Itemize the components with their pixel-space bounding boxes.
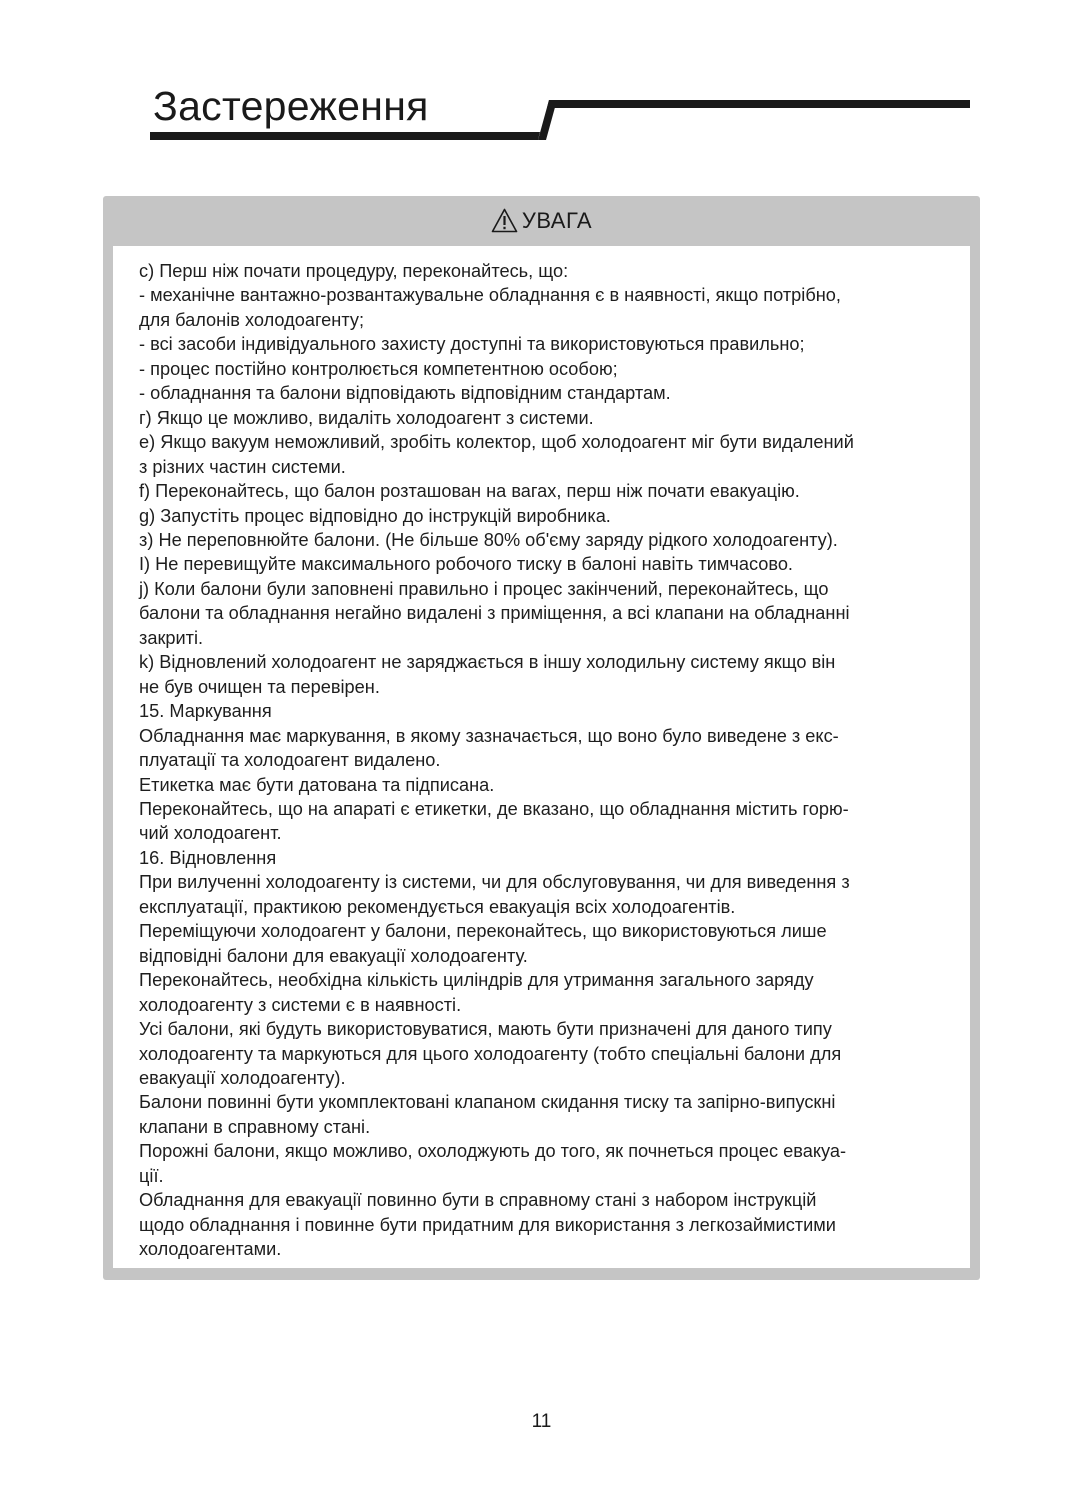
warning-text-line: з різних частин системи.	[139, 456, 346, 477]
warning-text-line: - всі засоби індивідуального захисту доступні та використовуються правильно;	[139, 334, 805, 355]
warning-text-line: - процес постійно контролюється компетентною особою;	[139, 358, 618, 379]
warning-text-line: f) Переконайтесь, що балон розташован на вагах, перш ніж почати евакуацію.	[139, 481, 800, 502]
warning-text-line: k) Відновлений холодоагент не заряджається в іншу холодильну систему якщо він	[139, 652, 836, 673]
warning-text-line: с) Перш ніж почати процедуру, переконайтесь, що:	[139, 261, 569, 281]
warning-text-line: - механічне вантажно-розвантажувальне обладнання є в наявності, якщо потрібно,	[139, 285, 841, 306]
warning-text-line: балони та обладнання негайно видалені з приміщення, а всі клапани на обладнанні	[139, 603, 850, 624]
warning-text-line: закриті.	[139, 627, 204, 648]
warning-text-line: Переконайтесь, що на апараті є етикетки, де вказано, що обладнання містить горю-	[139, 798, 849, 819]
header-rule-top	[547, 100, 970, 108]
warning-text-line: I) Не перевищуйте максимального робочого тиску в балоні навіть тимчасово.	[139, 554, 793, 575]
warning-text-line: j) Коли балони були заповнені правильно і процес закінчений, переконайтесь, що	[139, 578, 829, 599]
warning-text-line: g) Запустіть процес відповідно до інструкцій виробника.	[139, 505, 611, 526]
warning-text-line: При вилученні холодоагенту із системи, чи для обслуговування, чи для виведення з	[139, 872, 850, 893]
warning-label: УВАГА	[521, 208, 593, 233]
warning-header	[103, 196, 980, 246]
warning-text-line: клапани в справному стані.	[139, 1116, 371, 1137]
page-title: Застереження	[153, 83, 429, 129]
warning-text-line: - обладнання та балони відповідають відповідним стандартам.	[139, 383, 671, 404]
warning-text-line: Обладнання для евакуації повинно бути в справному стані з набором інструкцій	[139, 1190, 817, 1211]
warning-text-line: Переконайтесь, необхідна кількість циліндрів для утримання загального заряду	[139, 970, 814, 991]
warning-text-line: Балони повинні бути укомплектовані клапаном скидання тиску та запірно-випускні	[139, 1092, 836, 1113]
warning-text-line: холодоагенту та маркуються для цього холодоагенту (тобто спеціальні балони для	[139, 1043, 842, 1064]
warning-text-line: г) Якщо це можливо, видаліть холодоагент з системи.	[139, 407, 594, 428]
warning-text-line: Порожні балони, якщо можливо, охолоджують до того, як почнеться процес евакуа-	[139, 1141, 847, 1162]
warning-text-line: 16. Відновлення	[139, 847, 277, 868]
warning-text-line: холодоагентами.	[139, 1239, 282, 1260]
warning-triangle-icon	[491, 208, 518, 233]
warning-text-line: 15. Маркування	[139, 701, 272, 722]
warning-text-line: Усі балони, які будуть використовуватися, мають бути призначені для даного типу	[139, 1019, 832, 1040]
warning-text-line: відповідні балони для евакуації холодоагенту.	[139, 945, 528, 966]
warning-text-line: евакуації холодоагенту).	[139, 1067, 346, 1088]
warning-text-line: холодоагенту з системи є в наявності.	[139, 994, 462, 1015]
warning-text-line: Переміщуючи холодоагент у балони, переконайтесь, що використовуються лише	[139, 921, 827, 942]
warning-text-line: експлуатації, практикою рекомендується евакуація всіх холодоагентів.	[139, 896, 736, 917]
header-rule	[0, 0, 1083, 160]
warning-text-line: плуатації та холодоагент видалено.	[139, 750, 441, 771]
page-number: 11	[531, 1411, 552, 1432]
header-rule-slash	[538, 100, 557, 140]
warning-body	[113, 246, 970, 1268]
warning-text-line: щодо обладнання і повинне бути придатним для використання з легкозаймистими	[139, 1214, 836, 1235]
warning-text-line: для балонів холодоагенту;	[139, 309, 365, 330]
warning-text-line: Обладнання має маркування, в якому зазначається, що воно було виведене з екс-	[139, 725, 839, 746]
warning-text-line: не був очищен та перевірен.	[139, 676, 380, 697]
warning-text-line: ції.	[139, 1165, 164, 1186]
warning-text-line: з) Не переповнюйте балони. (Не більше 80% об'єму заряду рідкого холодоагенту).	[139, 529, 838, 550]
warning-text-line: чий холодоагент.	[139, 823, 282, 844]
warning-text-line: Етикетка має бути датована та підписана.	[139, 774, 495, 795]
warning-text-line: е) Якщо вакуум неможливий, зробіть колектор, щоб холодоагент міг бути видалений	[139, 432, 854, 453]
warning-panel	[103, 196, 980, 1280]
header-rule-underline	[150, 132, 540, 140]
